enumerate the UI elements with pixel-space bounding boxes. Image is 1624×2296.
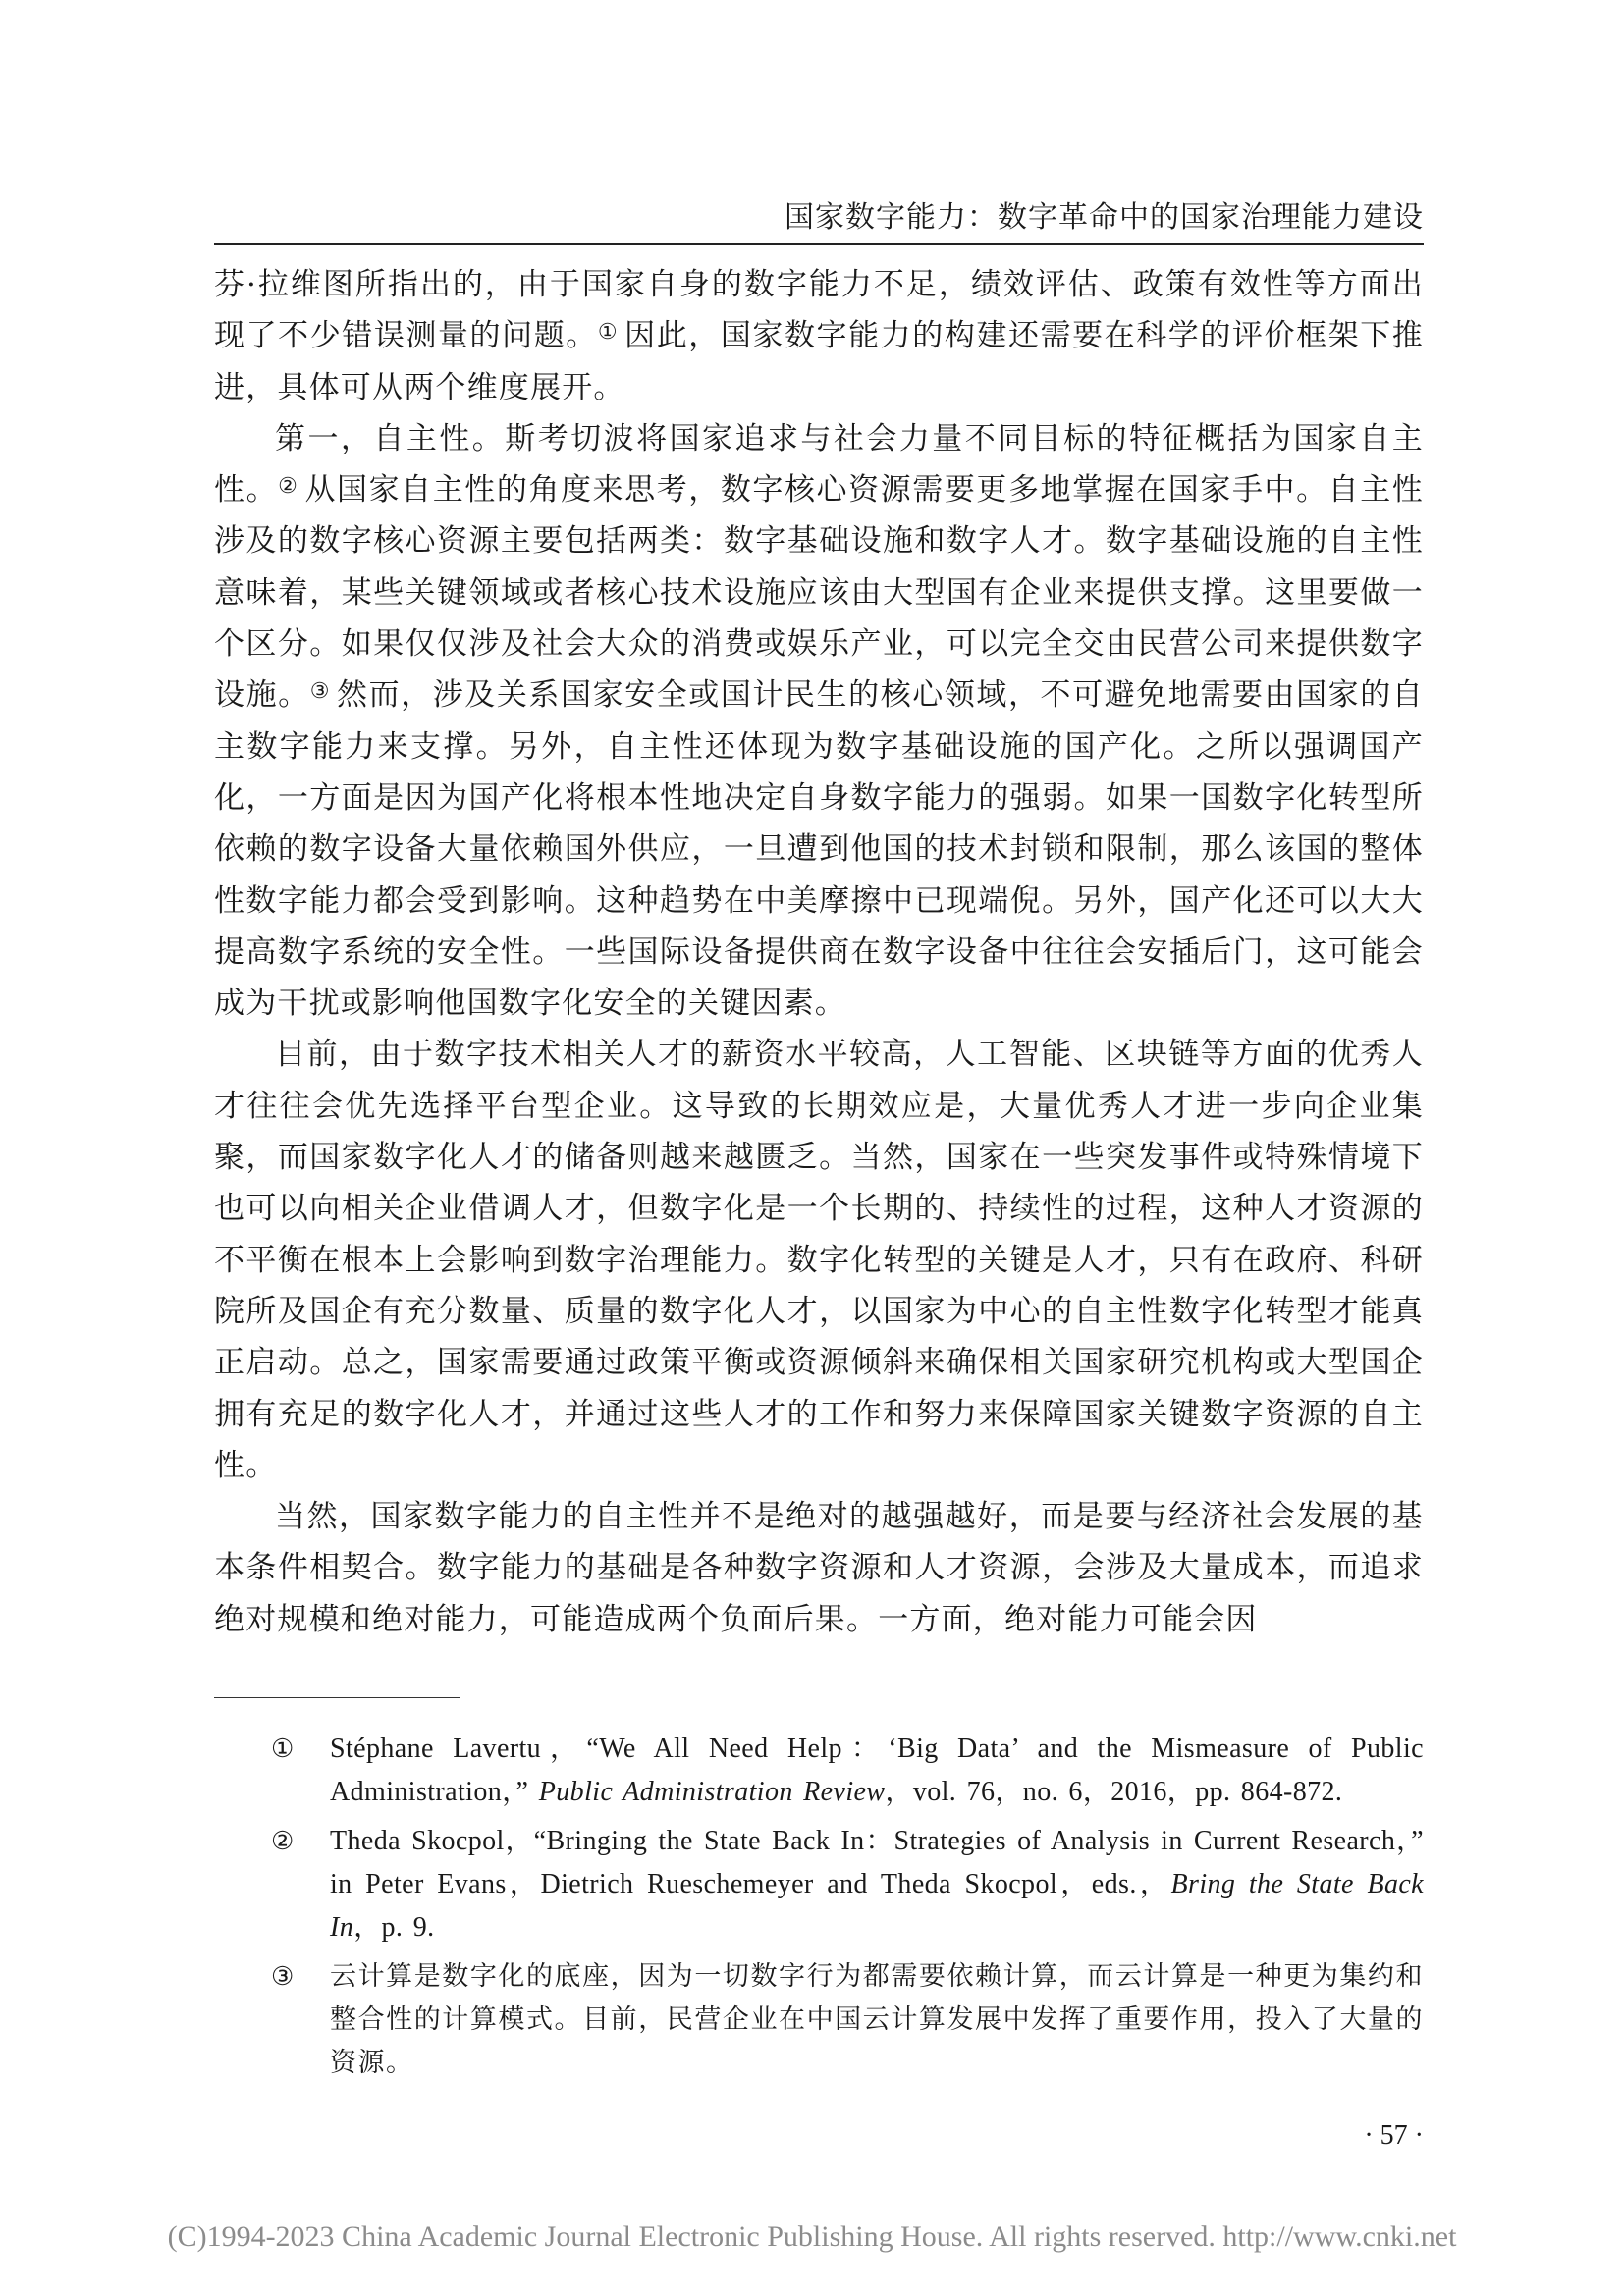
- footnote-ref-1[interactable]: ①: [597, 320, 620, 346]
- footnote-ref-2[interactable]: ②: [278, 474, 299, 500]
- footnote-text-part: ，vol. 76，no. 6，2016，pp. 864-872.: [885, 1777, 1343, 1807]
- header-rule: [214, 243, 1424, 245]
- footnote-2: [214, 1820, 1424, 1949]
- footnote-text-part: Stéphane Lavertu，“We All Need Help：‘Big Data’ and the Mismeasure of Public Administration，”: [330, 1734, 1424, 1807]
- paragraph-text: 因此，国家数字能力的构建还需要在科学的评价框架下推进，具体可从两个维度展开。: [214, 318, 1424, 405]
- paragraph-text: 然而，涉及关系国家安全或国计民生的核心领域，不可避免地需要由国家的自主数字能力来支撑。另外，自主性还体现为数字基础设施的国产化。之所以强调国产化，一方面是因为国产化将根本性地决定自身数字能力的强弱。如果一国数字化转型所依赖的数字设备大量依赖国外供应，一旦遭到他国的技术封锁和限制，那么该国的整体性数字能力都会受到影响。这种趋势在中美摩擦中已现端倪。另外，国产化还可以大大提高数字系统的安全性。一些国际设备提供商在数字设备中往往会安插后门，这可能会成为干扰或影响他国数字化安全的关键因素。: [214, 677, 1424, 1022]
- footnote-text-part: ，p. 9.: [353, 1912, 435, 1943]
- paragraph-text: 当然，国家数字能力的自主性并不是绝对的越强越好，而是要与经济社会发展的基本条件相契合。数字能力的基础是各种数字资源和人才资源，会涉及大量成本，而追求绝对规模和绝对能力，可能造成两个负面后果。一方面，绝对能力可能会因: [214, 1499, 1424, 1637]
- footnote-ref-3[interactable]: ③: [309, 679, 332, 705]
- footnote-text: [330, 1955, 1424, 2085]
- footnote-text: [330, 1820, 1424, 1949]
- footnote-number: ③: [271, 1962, 295, 1992]
- footnote-text: [330, 1728, 1424, 1814]
- article-body: [214, 259, 1424, 1645]
- paragraph-text: 从国家自主性的角度来思考，数字核心资源需要更多地掌握在国家手中。自主性涉及的数字核心资源主要包括两类：数字基础设施和数字人才。数字基础设施的自主性意味着，某些关键领域或者核心技术设施应该由大型国有企业来提供支撑。这里要做一个区分。如果仅仅涉及社会大众的消费或娱乐产业，可以完全交由民营公司来提供数字设施。: [214, 472, 1424, 714]
- paragraph-text: 芬·拉维图所指出的，由于国家自身的数字能力不足，绩效评估、政策有效性等方面出现了不少错误测量的问题。: [214, 267, 1424, 354]
- journal-title: Public Administration Review: [538, 1777, 886, 1807]
- footnote-rule: [214, 1697, 460, 1698]
- paragraph: [214, 1029, 1424, 1491]
- footnote-text-part: 云计算是数字化的底座，因为一切数字行为都需要依赖计算，而云计算是一种更为集约和整合性的计算模式。目前，民营企业在中国云计算发展中发挥了重要作用，投入了大量的资源。: [330, 1961, 1424, 2078]
- book-title: Bring the State Back In: [330, 1869, 1425, 1943]
- footnote-text-part: Theda Skocpol，“Bringing the State Back In：Strategies of Analysis in Current Research，” in Peter Evans，Dietrich Rueschemeyer and Theda Skocpol，eds.，: [330, 1826, 1424, 1899]
- footnote-number: ①: [271, 1735, 295, 1764]
- footnote-3: [214, 1955, 1424, 2085]
- footnote-number: ②: [271, 1827, 295, 1856]
- paragraph-text: 第一，自主性。斯考切波将国家追求与社会力量不同目标的特征概括为国家自主性。: [214, 420, 1424, 508]
- copyright-notice: (C)1994-2023 China Academic Journal Electronic Publishing House. All rights reserved. http://www.cnki.net: [167, 2220, 1457, 2253]
- footnote-1: [214, 1728, 1424, 1814]
- running-header: 国家数字能力：数字革命中的国家治理能力建设: [785, 200, 1424, 235]
- paragraph: [214, 259, 1424, 413]
- page-number: · 57 ·: [1364, 2120, 1424, 2151]
- paragraph-text: 目前，由于数字技术相关人才的薪资水平较高，人工智能、区块链等方面的优秀人才往往会优先选择平台型企业。这导致的长期效应是，大量优秀人才进一步向企业集聚，而国家数字化人才的储备则越来越匮乏。当然，国家在一些突发事件或特殊情境下也可以向相关企业借调人才，但数字化是一个长期的、持续性的过程，这种人才资源的不平衡在根本上会影响到数字治理能力。数字化转型的关键是人才，只有在政府、科研院所及国企有充分数量、质量的数字化人才，以国家为中心的自主性数字化转型才能真正启动。总之，国家需要通过政策平衡或资源倾斜来确保相关国家研究机构或大型国企拥有充足的数字化人才，并通过这些人才的工作和努力来保障国家关键数字资源的自主性。: [214, 1037, 1424, 1483]
- paragraph: [214, 413, 1424, 1030]
- paragraph: [214, 1491, 1424, 1645]
- footnotes: [214, 1728, 1424, 2091]
